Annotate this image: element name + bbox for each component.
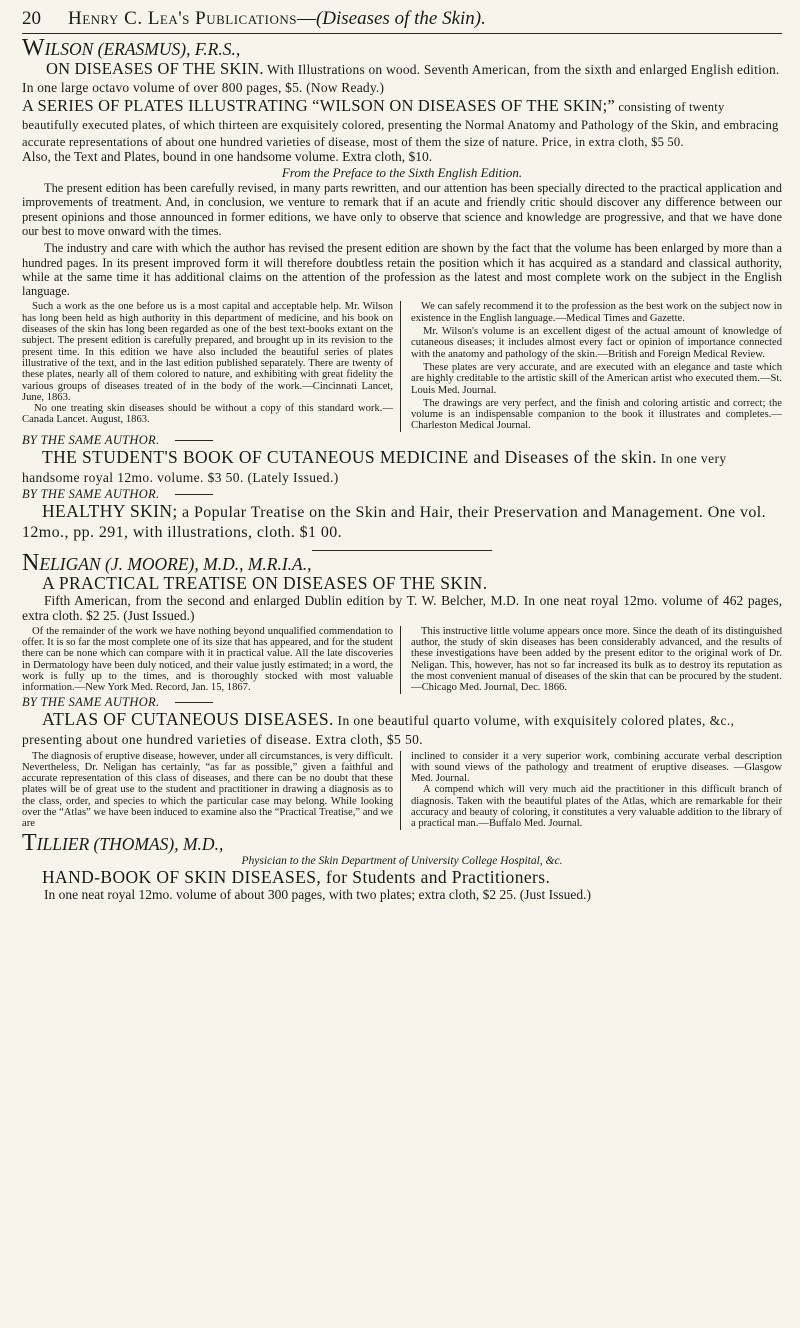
wilson-book-title: ON DISEASES OF THE SKIN. <box>46 59 264 78</box>
page-header <box>22 8 782 34</box>
byline-text: BY THE SAME AUTHOR. <box>22 694 160 709</box>
review-text: The drawings are very perfect, and the finish and coloring artistic and correct; the volume is an indispensable companion to the book it illustrates and completes.—Charleston Medical Journal. <box>411 397 782 432</box>
plates-title: A SERIES OF PLATES ILLUSTRATING “WILSON ON DISEASES OF THE SKIN;” <box>22 96 615 115</box>
drop-letter: W <box>22 35 45 61</box>
header-dash: — <box>296 8 316 29</box>
byline-rule <box>175 440 213 441</box>
neligan-reviews <box>22 626 782 694</box>
also-line: Also, the Text and Plates, bound in one handsome volume. Extra cloth, $10. <box>22 148 433 164</box>
byline-text: BY THE SAME AUTHOR. <box>22 486 160 501</box>
review-column-right <box>411 626 782 694</box>
atlas-title: ATLAS OF CUTANEOUS DISEASES. <box>42 708 334 729</box>
neligan-author <box>22 549 782 576</box>
review-column-right <box>411 301 782 431</box>
review-text: Of the remainder of the work we have nothing beyond unqualified commendation to offer. It is so far the most complete one of its size that has appeared, and for the student there can be none which can compare with it in practical value. All the late discoveries in Dermatology have been duly noticed, and their value justly estimated; in a word, the work is fully up to the times, and is thoroughly stocked with most valuable information.—New York Med. Record, Jan. 15, 1867. <box>22 625 393 694</box>
tilbury-author <box>22 829 782 856</box>
neligan-desc: Fifth American, from the second and enlarged Dublin edition by T. W. Belcher, M.D. In one neat royal 12mo. volume of 462 pages, extra cloth. $2 25. (Just Issued.) <box>22 592 782 623</box>
tilbury-author-name: ILLIER (THOMAS), M.D., <box>36 833 224 854</box>
wilson-author-name: ILSON (ERASMUS), F.R.S., <box>44 39 241 59</box>
atlas-entry <box>22 710 782 748</box>
healthy-title: HEALTHY SKIN; <box>42 500 178 521</box>
wilson-reviews <box>22 301 782 431</box>
byline-rule <box>175 494 213 495</box>
review-text: Mr. Wilson's volume is an excellent digest of the actual amount of knowledge of cutaneous diseases; it includes almost every fact or opinion of importance connected with the anatomy and pathology of the skin.—British and Foreign Medical Review. <box>411 326 782 360</box>
atlas-desc: In one beautiful quarto volume, with exquisitely colored plates, &c., presenting about one hundred varieties of disease. Extra cloth, $5 50. <box>22 712 735 747</box>
section-divider <box>312 550 492 551</box>
byline-text: BY THE SAME AUTHOR. <box>22 432 160 447</box>
preface-paragraph-2: The industry and care with which the author has revised the present edition are shown by the fact that the volume has been enlarged by more than a hundred pages. In its present improved form it will therefore doubtless retain the position which it has acquired as a standard and classical authority, while at the same time it has additional claims on the attention of the profession as the latest and most complete work on the subject in the English language. <box>22 241 782 299</box>
plates-desc: consisting of twenty beautifully executed plates, of which thirteen are exquisitely colored, presenting the Normal Anatomy and Pathology of the Skin, and embracing accurate representations of about one hundred varieties of disease, most of them the size of nature. Price, in extra cloth, $5 50. <box>22 100 779 149</box>
review-text: A compend which will very much aid the practitioner in this difficult branch of diagnosis. Taken with the beautiful plates of the Atlas, which are remarkable for their accuracy and beauty of coloring, it constitutes a very valuable addition to the library of a practical man.—Buffalo Med. Journal. <box>411 784 782 830</box>
byline <box>22 487 782 502</box>
preface-heading: From the Preface to the Sixth English Edition. <box>281 164 523 180</box>
wilson-entry <box>22 60 782 95</box>
review-text: Such a work as the one before us is a most capital and acceptable help. Mr. Wilson has long been held as high authority in this department of medicine, and his book on diseases of the skin has long been regarded as one of the best text-books extant on the subject. The present edition is carefully prepared, and brought up in its revision to the present time. In this edition we have also included the beautiful series of plates illustrative of the text, and in the last edition published separately. There are twenty of these plates, nearly all of them colored to nature, and exhibiting with great fidelity the various groups of diseases treated of in the body of the work.—Cincinnati Lancet, June, 1863. <box>22 301 393 403</box>
byline-rule <box>175 702 213 703</box>
review-column-left <box>22 751 401 830</box>
tilbury-desc: In one neat royal 12mo. volume of about 300 pages, with two plates; extra cloth, $2 25. (Just Issued.) <box>44 886 592 902</box>
review-text: inclined to consider it a very superior work, combining accurate verbal description with sound views of the pathology and treatment of eruptive diseases. —Glasgow Med. Journal. <box>411 750 782 785</box>
healthy-entry <box>22 502 782 542</box>
healthy-desc: a Popular Treatise on the Skin and Hair, their Preservation and Management. One vol. 12mo., pp. 291, with illustrations, cloth. $1 00. <box>22 503 766 541</box>
review-text: These plates are very accurate, and are executed with an elegance and taste which are highly creditable to the artistic skill of the American artist who executed them.—St. Louis Med. Journal. <box>411 361 782 396</box>
review-text: This instructive little volume appears once more. Since the death of its distinguished author, the study of skin diseases has been considerably advanced, and the results of these investigations have been added by the present editor to the original work of Dr. Neligan. This, however, has not so far increased its bulk as to destroy its reputation as the most convenient manual of diseases of the skin that can be procured by the student.—Chicago Med. Journal, Dec. 1866. <box>411 625 782 694</box>
student-title: THE STUDENT'S BOOK OF CUTANEOUS MEDICINE and Diseases of the skin. <box>42 446 657 467</box>
student-desc: In one very handsome royal 12mo. volume. $3 50. (Lately Issued.) <box>22 450 727 485</box>
publisher-name: Henry C. Lea's Publications <box>68 8 297 29</box>
byline <box>22 433 782 448</box>
wilson-author <box>22 35 782 61</box>
catalog-page <box>22 8 782 902</box>
page-number: 20 <box>22 8 41 29</box>
review-column-right <box>411 751 782 830</box>
review-column-left <box>22 301 401 431</box>
review-text: We can safely recommend it to the profession as the best work on the subject now in existence in the English language.—Medical Times and Gazette. <box>411 301 782 324</box>
student-entry <box>22 448 782 486</box>
preface-paragraph-1: The present edition has been carefully revised, in many parts rewritten, and our attention has been specially directed to the practical application and improvements of treatment. And, in conclusion, we venture to remark that if an acute and friendly critic should discover any difference between our present opinions and those announced in former editions, we have only to observe that science and knowledge are progressive, and that we have done our best to move onward with the times. <box>22 181 782 238</box>
drop-letter: T <box>22 829 37 856</box>
neligan-title: A PRACTICAL TREATISE ON DISEASES OF THE SKIN. <box>42 572 488 593</box>
review-column-left <box>22 626 401 694</box>
tilbury-title: HAND-BOOK OF SKIN DISEASES, for Students and Practitioners. <box>42 866 551 887</box>
atlas-reviews <box>22 751 782 830</box>
drop-letter: N <box>22 549 40 576</box>
category-title: (Diseases of the Skin). <box>315 8 486 29</box>
byline <box>22 695 782 710</box>
review-text: The diagnosis of eruptive disease, however, under all circumstances, is very difficult. Nevertheless, Dr. Neligan has certainly, “as far as possible,” given a faithful and accurate representation of this class of diseases, and there can be no doubt that these plates will be of great use to the student and practitioner in drawing a diagnosis as to the class, order, and species to which the particular case may belong. While looking over the “Atlas” we have been induced to examine also the “Practical Treatise,” and we are <box>22 750 393 830</box>
wilson-book-desc: With Illustrations on wood. Seventh American, from the sixth and enlarged English edition. In one large octavo volume of over 800 pages, $5. (Now Ready.) <box>22 62 780 95</box>
review-text: No one treating skin diseases should be without a copy of this standard work.— Canada Lancet. August, 1863. <box>22 403 393 426</box>
tilbury-affiliation: Physician to the Skin Department of University College Hospital, &c. <box>241 854 563 867</box>
neligan-author-name: ELIGAN (J. MOORE), M.D., M.R.I.A., <box>39 553 312 574</box>
plates-entry <box>22 97 782 150</box>
